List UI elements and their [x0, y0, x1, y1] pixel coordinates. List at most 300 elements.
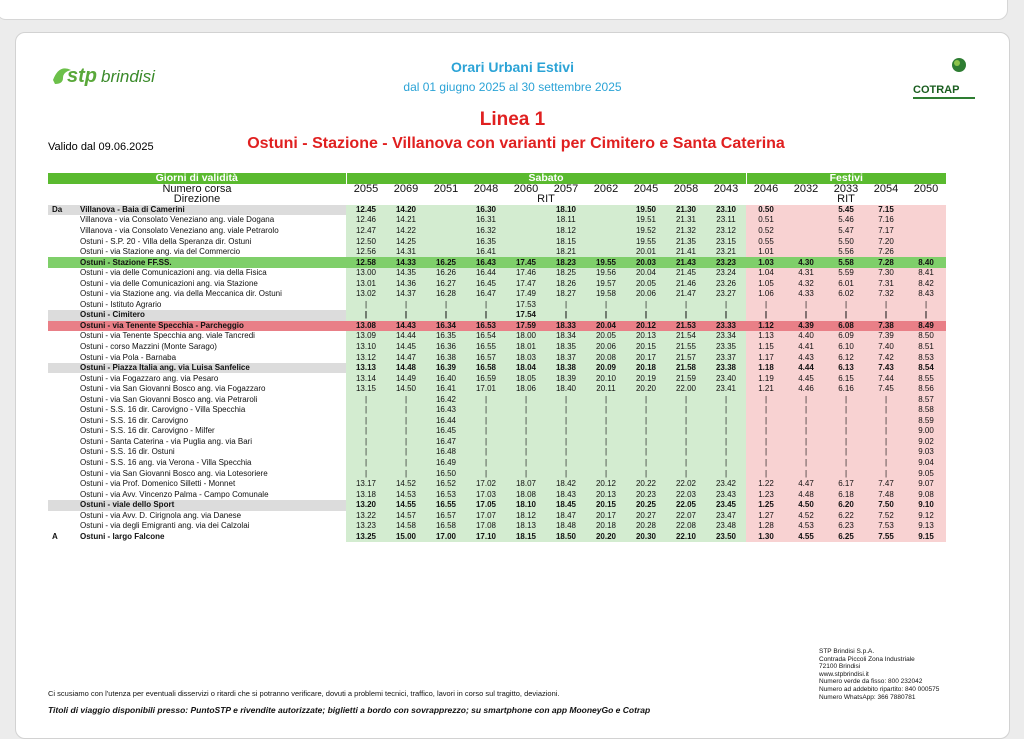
departure-time: 20.06	[626, 289, 666, 300]
departure-time: 14.43	[386, 321, 426, 332]
departure-time: 6.01	[826, 278, 866, 289]
departure-time: 12.58	[346, 257, 386, 268]
group-festivi: Festivi	[746, 173, 946, 184]
departure-time: |	[506, 426, 546, 437]
departure-time: 14.57	[386, 511, 426, 522]
departure-time: 12.56	[346, 247, 386, 258]
departure-time: |	[786, 310, 826, 321]
departure-time: 8.49	[906, 321, 946, 332]
departure-time: |	[506, 394, 546, 405]
stop-row	[48, 416, 946, 427]
corsa-number: 2048	[466, 184, 506, 195]
departure-time: 9.15	[906, 532, 946, 543]
stop-row	[48, 468, 946, 479]
departure-time: 18.13	[506, 521, 546, 532]
stop-marker	[48, 511, 76, 522]
departure-time: |	[386, 310, 426, 321]
departure-time: |	[786, 300, 826, 311]
departure-time: 4.32	[786, 278, 826, 289]
stop-row	[48, 352, 946, 363]
stop-name: Ostuni - via Tenente Specchia ang. viale Tancredi	[80, 331, 255, 341]
departure-time: 18.25	[546, 268, 586, 279]
departure-time: 23.43	[706, 489, 746, 500]
departure-time: |	[786, 437, 826, 448]
departure-time: 20.20	[586, 532, 626, 543]
departure-time: 21.53	[666, 321, 706, 332]
departure-time: |	[826, 458, 866, 469]
stop-row	[48, 205, 946, 216]
departure-time: 17.00	[426, 532, 466, 543]
departure-time: 19.52	[626, 226, 666, 237]
schedule-title: Orari Urbani Estivi	[451, 59, 574, 75]
departure-time: 7.17	[866, 226, 906, 237]
departure-time: 16.32	[466, 226, 506, 237]
departure-time: 1.13	[746, 331, 786, 342]
departure-time: 6.09	[826, 331, 866, 342]
validity-header-row	[48, 173, 946, 184]
departure-time: 7.45	[866, 384, 906, 395]
departure-time: 14.47	[386, 352, 426, 363]
stop-marker	[48, 363, 76, 374]
departure-time: |	[586, 458, 626, 469]
departure-time: |	[826, 310, 866, 321]
departure-time: 16.57	[426, 511, 466, 522]
departure-time: 6.20	[826, 500, 866, 511]
rit-sabato: RIT	[346, 194, 746, 205]
departure-time: |	[426, 310, 466, 321]
departure-time: 0.50	[746, 205, 786, 216]
departure-time: 1.15	[746, 342, 786, 353]
departure-time	[506, 226, 546, 237]
stop-name: Ostuni - via Pola - Barnaba	[80, 352, 177, 362]
stop-name: Ostuni - viale dello Sport	[76, 500, 346, 511]
departure-time: 18.12	[546, 226, 586, 237]
stop-marker	[48, 437, 76, 448]
departure-time: 23.40	[706, 373, 746, 384]
departure-time: 16.42	[426, 394, 466, 405]
stop-row	[48, 521, 946, 532]
departure-time: |	[826, 426, 866, 437]
departure-time: |	[506, 416, 546, 427]
departure-time: 18.10	[506, 500, 546, 511]
departure-time: 20.04	[586, 321, 626, 332]
departure-time: |	[386, 447, 426, 458]
corsa-number: 2062	[586, 184, 626, 195]
departure-time: 20.30	[626, 532, 666, 543]
departure-time: 16.40	[426, 373, 466, 384]
tickets-info: Titoli di viaggio disponibili presso: PuntoSTP e rivendite autorizzate; biglietti a bordo con sovrapprezzo; su smartphone con app MooneyGo e Cotrap	[48, 705, 651, 715]
departure-time: 18.08	[506, 489, 546, 500]
departure-time: |	[546, 416, 586, 427]
stop-name: Ostuni - S.P. 20 - Villa della Speranza dir. Ostuni	[80, 236, 252, 246]
stop-name: Ostuni - S.S. 16 ang. via Verona - Villa Specchia	[80, 458, 252, 468]
departure-time: |	[866, 426, 906, 437]
stop-name: Villanova - Baia di Camerini	[76, 205, 346, 216]
departure-time	[906, 205, 946, 216]
stop-marker	[48, 268, 76, 279]
stop-name: Ostuni - corso Mazzini (Monte Sarago)	[80, 342, 217, 352]
departure-time: 16.52	[426, 479, 466, 490]
departure-time: 7.42	[866, 352, 906, 363]
departure-time: 16.43	[466, 257, 506, 268]
departure-time: 6.08	[826, 321, 866, 332]
departure-time: 13.23	[346, 521, 386, 532]
departure-time: 18.38	[546, 363, 586, 374]
departure-time: 8.59	[906, 416, 946, 427]
departure-time: 20.04	[626, 268, 666, 279]
stop-name: Villanova - via Consolato Veneziano ang. viale Petrarolo	[80, 226, 279, 235]
departure-time	[506, 205, 546, 216]
departure-time: 16.39	[426, 363, 466, 374]
departure-time: |	[546, 458, 586, 469]
departure-time: 1.04	[746, 268, 786, 279]
departure-time: 20.03	[626, 257, 666, 268]
departure-time: |	[506, 468, 546, 479]
departure-time: 8.55	[906, 373, 946, 384]
departure-time: 20.01	[626, 247, 666, 258]
departure-time: |	[786, 468, 826, 479]
corsa-number: 2032	[786, 184, 826, 195]
departure-time: 22.05	[666, 500, 706, 511]
departure-time: 23.33	[706, 321, 746, 332]
departure-time: |	[666, 416, 706, 427]
stop-marker	[48, 331, 76, 342]
departure-time: 4.46	[786, 384, 826, 395]
departure-time: 4.30	[786, 257, 826, 268]
departure-time: 19.58	[586, 289, 626, 300]
departure-time: 14.37	[386, 289, 426, 300]
departure-time: 21.31	[666, 215, 706, 226]
stop-marker	[48, 521, 76, 532]
departure-time: |	[866, 300, 906, 311]
departure-time: 6.17	[826, 479, 866, 490]
stop-row	[48, 331, 946, 342]
stop-marker	[48, 352, 76, 363]
departure-time: 17.05	[466, 500, 506, 511]
departure-time: 17.49	[506, 289, 546, 300]
departure-time	[786, 247, 826, 258]
departure-time: 13.15	[346, 384, 386, 395]
departure-time	[906, 236, 946, 247]
departure-time: 9.02	[906, 437, 946, 448]
departure-time: |	[626, 416, 666, 427]
departure-time: 20.10	[586, 373, 626, 384]
departure-time: 16.53	[426, 489, 466, 500]
stop-name: Ostuni - via Stazione ang. via della Meccanica dir. Ostuni	[80, 289, 282, 299]
departure-time: 1.28	[746, 521, 786, 532]
departure-time: 14.36	[386, 278, 426, 289]
departure-time: 9.00	[906, 426, 946, 437]
departure-time: |	[746, 310, 786, 321]
departure-time: 16.44	[466, 268, 506, 279]
departure-time: 0.55	[746, 236, 786, 247]
departure-time: 17.47	[506, 278, 546, 289]
departure-time: 7.16	[866, 215, 906, 226]
departure-time	[786, 226, 826, 237]
departure-time: |	[546, 310, 586, 321]
departure-time: |	[346, 310, 386, 321]
departure-time: |	[346, 447, 386, 458]
departure-time: 1.05	[746, 278, 786, 289]
stop-marker: Da	[48, 205, 76, 216]
corsa-number: 2055	[346, 184, 386, 195]
departure-time: 8.40	[906, 257, 946, 268]
corsa-number: 2054	[866, 184, 906, 195]
departure-time: |	[746, 426, 786, 437]
departure-time: 7.52	[866, 511, 906, 522]
departure-time: |	[586, 447, 626, 458]
departure-time: 16.53	[466, 321, 506, 332]
departure-time: 14.52	[386, 479, 426, 490]
stop-name: Ostuni - Cimitero	[76, 310, 346, 321]
departure-time: 14.53	[386, 489, 426, 500]
company-line: Contrada Piccoli Zona Industriale	[819, 655, 915, 663]
departure-time: 14.35	[386, 268, 426, 279]
departure-time: 13.13	[346, 363, 386, 374]
departure-time: 7.30	[866, 268, 906, 279]
departure-time: 14.33	[386, 257, 426, 268]
departure-time: |	[626, 310, 666, 321]
departure-time: 13.09	[346, 331, 386, 342]
departure-time: 23.12	[706, 226, 746, 237]
stop-marker	[48, 300, 76, 311]
departure-time: 1.27	[746, 511, 786, 522]
corsa-number: 2057	[546, 184, 586, 195]
departure-time	[586, 247, 626, 258]
departure-time: |	[786, 447, 826, 458]
departure-time: 22.00	[666, 384, 706, 395]
departure-time: 21.58	[666, 363, 706, 374]
departure-time: |	[706, 468, 746, 479]
stop-row	[48, 426, 946, 437]
departure-time: 21.35	[666, 236, 706, 247]
departure-time: 6.12	[826, 352, 866, 363]
departure-time: 20.13	[586, 489, 626, 500]
departure-time: 9.12	[906, 511, 946, 522]
stop-marker	[48, 489, 76, 500]
departure-time: 12.47	[346, 226, 386, 237]
stop-name: Ostuni - Santa Caterina - via Puglia ang. via Bari	[80, 436, 253, 446]
departure-time: 23.47	[706, 511, 746, 522]
departure-time: |	[586, 468, 626, 479]
departure-time	[506, 215, 546, 226]
departure-time: 4.31	[786, 268, 826, 279]
svg-text:stp: stp	[67, 65, 97, 87]
departure-time: 7.32	[866, 289, 906, 300]
departure-time: |	[866, 458, 906, 469]
departure-time: 5.59	[826, 268, 866, 279]
stop-name: Ostuni - via Prof. Domenico Silletti - Monnet	[80, 479, 236, 489]
departure-time	[506, 247, 546, 258]
departure-time: 14.25	[386, 236, 426, 247]
departure-time: 8.42	[906, 278, 946, 289]
departure-time: 20.08	[586, 352, 626, 363]
departure-time: 18.05	[506, 373, 546, 384]
departure-time: 18.45	[546, 500, 586, 511]
departure-time: 7.20	[866, 236, 906, 247]
departure-time: 16.47	[426, 437, 466, 448]
departure-time: |	[466, 437, 506, 448]
departure-time: 18.11	[546, 215, 586, 226]
departure-time: |	[626, 394, 666, 405]
stop-name: Ostuni - via Avv. Vincenzo Palma - Campo Comunale	[80, 489, 269, 499]
departure-time: |	[346, 300, 386, 311]
departure-time	[506, 236, 546, 247]
stop-marker	[48, 416, 76, 427]
departure-time: |	[506, 437, 546, 448]
departure-time	[426, 226, 466, 237]
stop-row	[48, 373, 946, 384]
company-info	[819, 648, 939, 701]
departure-time: 17.59	[506, 321, 546, 332]
departure-time: 7.39	[866, 331, 906, 342]
departure-time: 20.15	[586, 500, 626, 511]
departure-time: 21.55	[666, 342, 706, 353]
departure-time: 4.53	[786, 521, 826, 532]
departure-time: 5.45	[826, 205, 866, 216]
departure-time: 18.33	[546, 321, 586, 332]
departure-time: 18.21	[546, 247, 586, 258]
departure-time: 16.26	[426, 268, 466, 279]
departure-time: 16.30	[466, 205, 506, 216]
departure-time: 4.48	[786, 489, 826, 500]
departure-time: |	[586, 310, 626, 321]
departure-time: 23.35	[706, 342, 746, 353]
departure-time: 19.50	[626, 205, 666, 216]
corsa-number: 2046	[746, 184, 786, 195]
previous-page-edge	[0, 0, 1008, 20]
stop-row	[48, 215, 946, 226]
departure-time: |	[626, 458, 666, 469]
departure-time: 18.39	[546, 373, 586, 384]
stop-row	[48, 226, 946, 237]
departure-time	[586, 236, 626, 247]
group-sabato: Sabato	[346, 173, 746, 184]
departure-time: |	[586, 426, 626, 437]
departure-time: |	[386, 458, 426, 469]
departure-time: |	[746, 468, 786, 479]
departure-time: 4.39	[786, 321, 826, 332]
stop-row	[48, 363, 946, 374]
departure-time: |	[626, 437, 666, 448]
departure-time: 18.42	[546, 479, 586, 490]
stop-row	[48, 247, 946, 258]
departure-time: |	[866, 405, 906, 416]
departure-time: |	[746, 394, 786, 405]
stop-row	[48, 321, 946, 332]
departure-time: |	[586, 405, 626, 416]
departure-time: 16.34	[426, 321, 466, 332]
departure-time: 18.27	[546, 289, 586, 300]
departure-time	[426, 205, 466, 216]
stop-row	[48, 532, 946, 543]
stop-marker	[48, 342, 76, 353]
departure-time: |	[386, 405, 426, 416]
departure-time: |	[626, 426, 666, 437]
departure-time: 18.01	[506, 342, 546, 353]
departure-time: |	[586, 394, 626, 405]
departure-time: |	[546, 426, 586, 437]
departure-time: |	[826, 437, 866, 448]
departure-time: |	[546, 300, 586, 311]
departure-time: |	[746, 437, 786, 448]
departure-time: 7.26	[866, 247, 906, 258]
stop-name: Ostuni - via delle Comunicazioni ang. via della Fisica	[80, 268, 267, 278]
stop-row	[48, 257, 946, 268]
stop-name: Ostuni - S.S. 16 dir. Ostuni	[80, 447, 175, 457]
validity-label: Giorni di validità	[155, 173, 238, 184]
departure-time: 16.31	[466, 215, 506, 226]
departure-time: 12.50	[346, 236, 386, 247]
departure-time: 20.25	[626, 500, 666, 511]
departure-time: 4.47	[786, 479, 826, 490]
departure-time	[786, 215, 826, 226]
departure-time: |	[346, 458, 386, 469]
departure-time: 23.37	[706, 352, 746, 363]
departure-time: 21.47	[666, 289, 706, 300]
departure-time: |	[746, 405, 786, 416]
departure-time: 20.13	[626, 331, 666, 342]
departure-time: 14.55	[386, 500, 426, 511]
departure-time: 21.30	[666, 205, 706, 216]
departure-time: 20.28	[626, 521, 666, 532]
departure-time: 14.49	[386, 373, 426, 384]
departure-time: 7.28	[866, 257, 906, 268]
departure-time: 12.46	[346, 215, 386, 226]
departure-time: 9.10	[906, 500, 946, 511]
departure-time: |	[346, 405, 386, 416]
departure-time: 23.45	[706, 500, 746, 511]
stop-row	[48, 300, 946, 311]
stop-marker	[48, 458, 76, 469]
departure-time: 18.40	[546, 384, 586, 395]
departure-time: 5.56	[826, 247, 866, 258]
departure-time: 8.41	[906, 268, 946, 279]
departure-time: 17.10	[466, 532, 506, 543]
departure-time	[426, 236, 466, 247]
departure-time: 13.14	[346, 373, 386, 384]
departure-time: 23.21	[706, 247, 746, 258]
departure-time: |	[386, 394, 426, 405]
departure-time: 23.24	[706, 268, 746, 279]
departure-time: |	[466, 468, 506, 479]
departure-time: 23.50	[706, 532, 746, 543]
svg-text:brindisi: brindisi	[101, 67, 155, 86]
departure-time: 6.02	[826, 289, 866, 300]
stop-name: Ostuni - Piazza Italia ang. via Luisa Sanfelice	[76, 363, 346, 374]
departure-time	[586, 215, 626, 226]
departure-time: 9.13	[906, 521, 946, 532]
departure-time: 6.13	[826, 363, 866, 374]
stop-marker	[48, 289, 76, 300]
stop-name: Ostuni - S.S. 16 dir. Carovigno - Villa Specchia	[80, 405, 246, 415]
departure-time: 6.25	[826, 532, 866, 543]
departure-time: 9.03	[906, 447, 946, 458]
stop-marker	[48, 500, 76, 511]
stop-marker	[48, 236, 76, 247]
corsa-number: 2058	[666, 184, 706, 195]
departure-time: 16.57	[466, 352, 506, 363]
departure-time: 23.26	[706, 278, 746, 289]
departure-time: 18.43	[546, 489, 586, 500]
departure-time: 15.00	[386, 532, 426, 543]
departure-time: 13.25	[346, 532, 386, 543]
corsa-row	[48, 184, 946, 195]
departure-time: 17.02	[466, 479, 506, 490]
stop-name: Ostuni - via San Giovanni Bosco ang. via Lotesoriere	[80, 468, 268, 478]
stop-marker	[48, 247, 76, 258]
departure-time: 13.01	[346, 278, 386, 289]
